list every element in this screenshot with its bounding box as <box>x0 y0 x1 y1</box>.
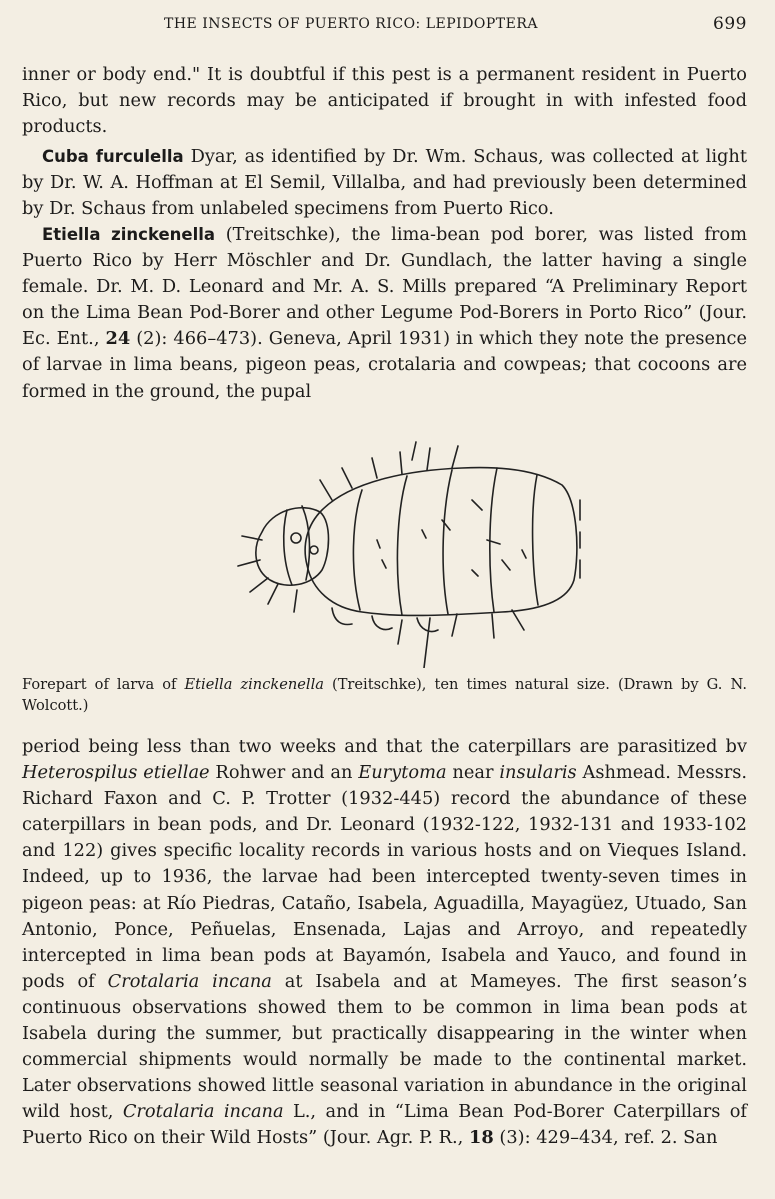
volume-number: 18 <box>468 1127 494 1149</box>
species-name: Crotalaria incana <box>122 1101 284 1123</box>
paragraph-text: L., and in “Lima Bean Pod-Borer Caterpillars of Puerto Rico on their Wild Hosts” (Jour. Agr. P. R., <box>22 1101 747 1149</box>
paragraph-text: Dyar, as identified by Dr. Wm. Schaus, was collected at light by Dr. W. A. Hoffman at El Semil, Villalba, and had previously been determined by Dr. Schaus from unlabeled specimens from Puerto Rico. <box>22 146 747 220</box>
page-number: 699 <box>713 14 747 34</box>
species-name: Crotalaria incana <box>107 970 272 992</box>
paragraph-text: at Isabela and at Mameyes. The first season’s continuous observations showed them to be common in lima bean pods at Isabela during the summer, but practically disappearing in the winter when commercial shipments would normally be made to the continental market. Later observations showed little seasonal variation in abundance in the original wild host, <box>22 970 748 1123</box>
paragraph-parasites <box>22 734 747 1152</box>
caption-text: (Treitschke), ten times natural size. (Drawn by G. N. Wolcott.) <box>22 676 747 714</box>
paragraph-cuba-furculella <box>22 144 747 222</box>
volume-number: 24 <box>105 328 131 350</box>
paragraph-text: (3): 429–434, ref. 2. San <box>493 1127 718 1149</box>
species-name: Etiella zinckenella <box>42 225 216 244</box>
species-name: insularis <box>499 762 577 784</box>
paragraph-text: Ashmead. Messrs. Richard Faxon and C. P. Trotter (1932-445) record the abundance of these caterpillars in bean pods, and Dr. Leonard (1932-122, 1932-131 and 1933-102 and 122) gives specific locality records in various hosts and on Vieques Island. Indeed, up to 1936, the larvae had been intercepted twenty-seven times in pigeon peas: at Río Piedras, Cataño, Isabela, Aguadilla, Mayagüez, Utuado, San Antonio, Ponce, Peñuelas, Ensenada, Lajas and Arroyo, and repeatedly intercepted in lima bean pods at Bayamón, Isabela and Yauco, and found in pods of <box>22 762 748 992</box>
paragraph-etiella-zinckenella <box>22 222 747 405</box>
species-name: Cuba furculella <box>42 147 184 166</box>
larva-illustration <box>202 440 602 668</box>
larva-drawing <box>202 440 602 668</box>
paragraph-text: (2): 466–473). Geneva, April 1931) in which they note the presence of larvae in lima beans, pigeon peas, crotalaria and cowpeas; that cocoons are formed in the ground, the pupal <box>22 328 747 402</box>
running-header <box>22 12 747 36</box>
species-name: Eurytoma <box>358 762 447 784</box>
figure-caption <box>22 674 747 716</box>
paragraph-text: near <box>446 762 500 784</box>
paragraph-text: Rohwer and an <box>209 762 359 784</box>
caption-species: Etiella zinckenella <box>184 676 324 693</box>
paragraph-text: inner or body end." It is doubtful if this pest is a permanent resident in Puerto Rico, but new records may be anticipated if brought in with infested food products. <box>22 64 747 138</box>
paragraph-text: period being less than two weeks and that the caterpillars are parasitized bv <box>22 736 747 757</box>
caption-text: Forepart of larva of <box>22 676 185 693</box>
paragraph-continuation <box>22 62 747 140</box>
paragraph-text: (Treitschke), the lima-bean pod borer, was listed from Puerto Rico by Herr Möschler and Dr. Gundlach, the latter having a single female. Dr. M. D. Leonard and Mr. A. S. Mills prepared “A Preliminary Report on the Lima Bean Pod-Borer and other Legume Pod-Borers in Porto Rico” (Jour. Ec. Ent., <box>22 224 747 350</box>
species-name: Heterospilus etiellae <box>22 762 210 784</box>
running-title: THE INSECTS OF PUERTO RICO: LEPIDOPTERA <box>164 16 539 32</box>
